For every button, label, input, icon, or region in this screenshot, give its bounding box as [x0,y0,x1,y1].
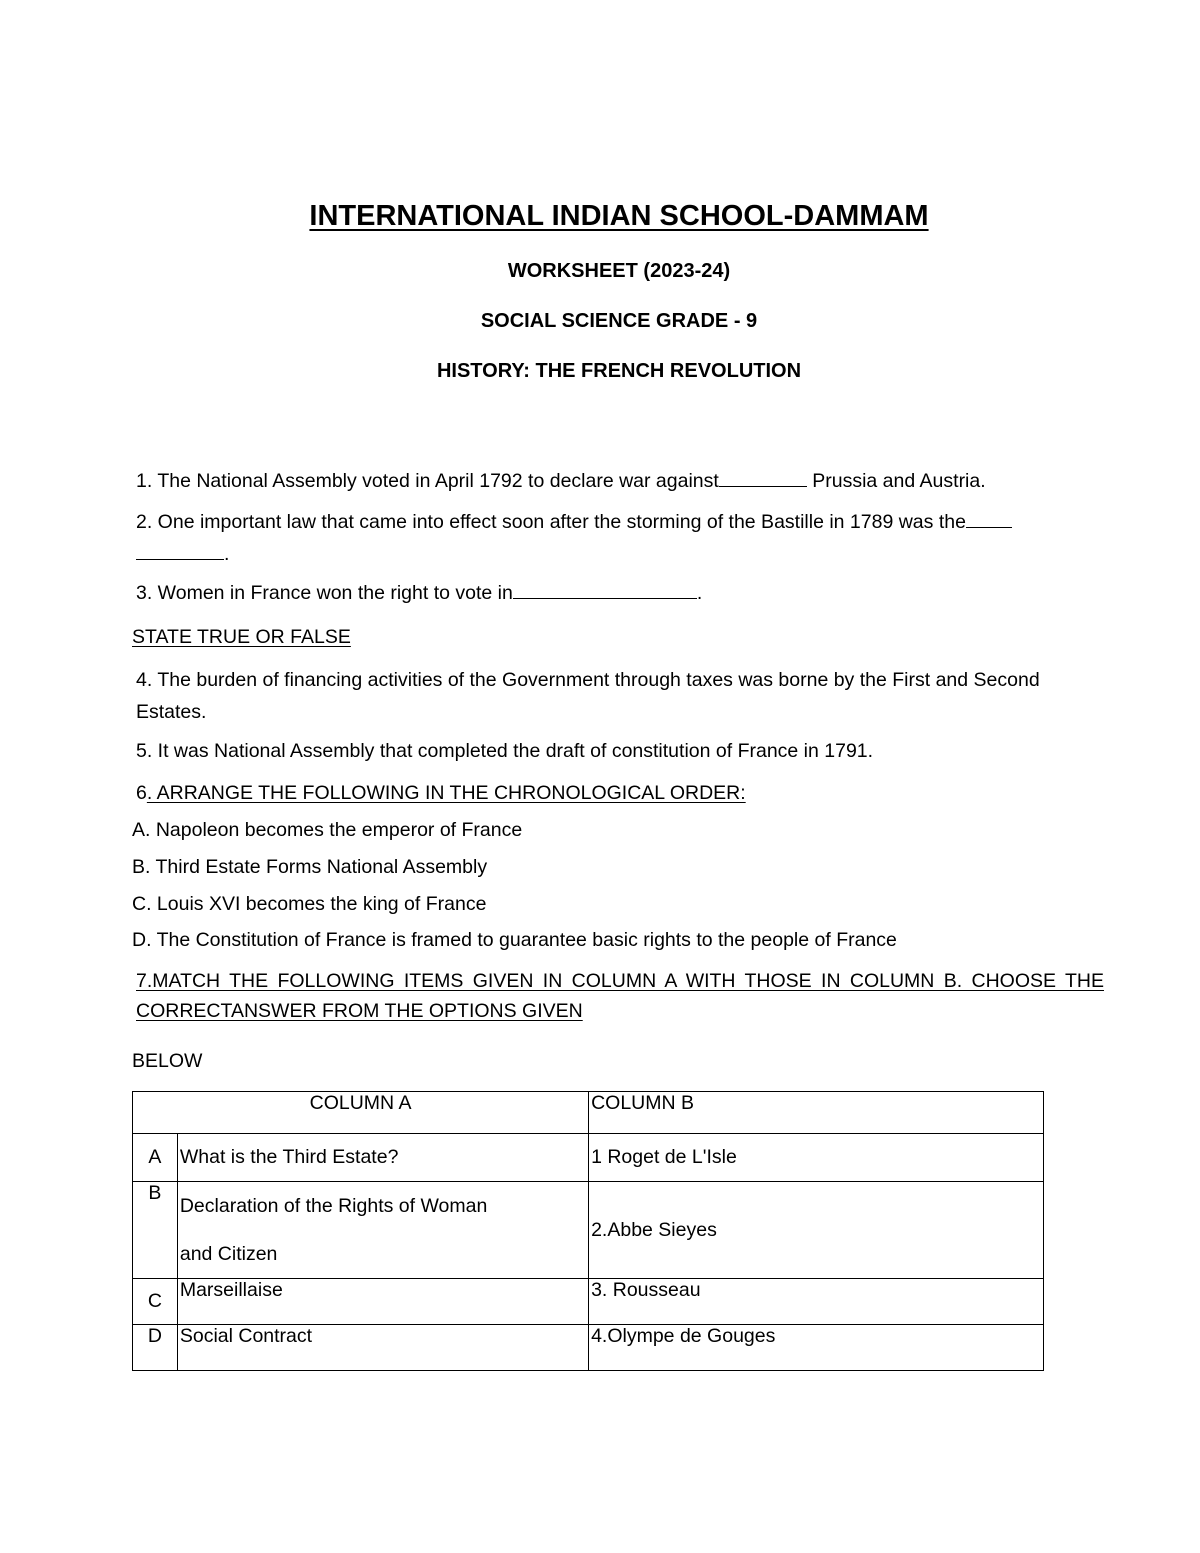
column-a-header: COLUMN A [133,1092,589,1134]
chronology-item-d: D. The Constitution of France is framed to guarantee basic rights to the people of France [132,929,897,951]
topic-title: HISTORY: THE FRENCH REVOLUTION [436,360,802,382]
question-3-end: . [696,582,703,604]
question-7-below: BELOW [132,1050,203,1072]
row-letter: C [133,1279,178,1325]
question-6-heading-text: . ARRANGE THE FOLLOWING IN THE CHRONOLOGICAL ORDER: [146,782,746,804]
question-3-text: 3. Women in France won the right to vote in [136,582,513,604]
question-1-text-end: Prussia and Austria. [806,470,986,492]
question-2-continued [136,541,229,566]
column-b-header: COLUMN B [589,1092,1044,1134]
worksheet-title: WORKSHEET (2023-24) [507,260,731,282]
question-1-blank [719,468,807,487]
question-1 [136,468,986,493]
column-a-cell: Social Contract [177,1325,588,1371]
match-table [132,1091,1044,1371]
column-a-cell-line1: Declaration of the Rights of Woman [179,1195,488,1217]
question-7-heading-line1: 7.MATCH THE FOLLOWING ITEMS GIVEN IN COLUMN A WITH THOSE IN COLUMN B. CHOOSE THE [136,970,1104,992]
question-7-heading-line2: CORRECTANSWER FROM THE OPTIONS GIVEN [136,1000,583,1022]
question-2-text: 2. One important law that came into effect soon after the storming of the Bastille in 1789 was the [136,511,966,533]
question-4-line2: Estates. [136,701,207,723]
table-row [133,1182,1044,1279]
column-a-cell: What is the Third Estate? [177,1134,588,1182]
match-table-header-row [133,1092,1044,1134]
column-a-cell [177,1182,588,1279]
column-b-cell: 2.Abbe Sieyes [589,1182,1044,1279]
chronology-item-c: C. Louis XVI becomes the king of France [132,893,487,915]
question-6-heading [136,782,746,805]
table-row [133,1279,1044,1325]
chronology-item-b: B. Third Estate Forms National Assembly [132,856,488,878]
question-2-end: . [224,543,230,565]
subject-grade: SOCIAL SCIENCE GRADE - 9 [480,310,758,332]
column-a-cell: Marseillaise [177,1279,588,1325]
question-2-blank-line2 [136,541,224,560]
chronology-item-a: A. Napoleon becomes the emperor of France [132,819,523,841]
table-row [133,1325,1044,1371]
column-a-cell-line2: and Citizen [179,1243,278,1265]
question-2-blank-line1 [966,509,1012,528]
column-b-cell: 1 Roget de L'Isle [589,1134,1044,1182]
question-4-line1: 4. The burden of financing activities of the Government through taxes was borne by the First and Second [136,669,1040,691]
question-3-blank [513,580,697,599]
question-1-text: 1. The National Assembly voted in April 1792 to declare war against [136,470,719,492]
table-row [133,1134,1044,1182]
row-letter: D [133,1325,178,1371]
question-6-number: 6 [136,782,147,804]
question-2 [136,509,1012,534]
question-5: 5. It was National Assembly that completed the draft of constitution of France in 1791. [136,740,874,762]
column-b-cell: 4.Olympe de Gouges [589,1325,1044,1371]
question-3 [136,580,702,605]
row-letter: A [133,1134,178,1182]
true-false-heading: STATE TRUE OR FALSE [132,626,351,648]
column-b-cell: 3. Rousseau [589,1279,1044,1325]
row-letter: B [133,1182,178,1279]
school-title: INTERNATIONAL INDIAN SCHOOL-DAMMAM [309,200,929,232]
